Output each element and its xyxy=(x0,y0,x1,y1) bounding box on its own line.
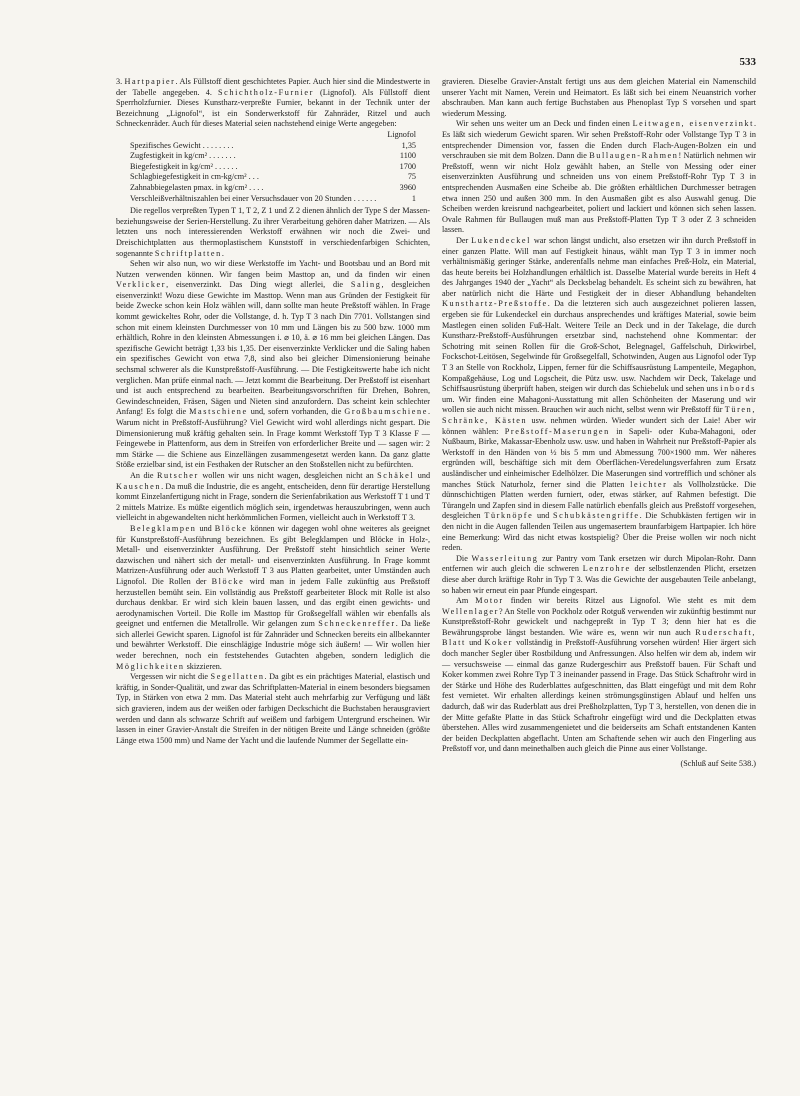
table-row: Biegefestigkeit in kg/cm² . . . . . . 1700 xyxy=(130,161,416,171)
properties-table xyxy=(116,130,430,204)
page-number: 533 xyxy=(739,56,756,68)
right-column xyxy=(442,77,756,770)
article-columns xyxy=(116,77,756,770)
table-row: Verschleißverhältniszahlen bei einer Versuchsdauer von 20 Stunden . . . . . . 1 xyxy=(130,193,416,203)
table-header: Lignofol xyxy=(387,129,416,139)
paragraph: Am Motor finden wir bereits Ritzel aus Lignofol. Wie steht es mit dem Wellenlager? An Stelle von Pockholz oder Rotguß verwenden wir zukünftig bestimmt nur Kunstpreßstoff-Rohr gewickelt und nachgepreßt in Typ T 3; denn hier hat es die Bewährungsprobe längst bestanden. Wie wäre es, wenn wir nun auch Ruderschaft, Blatt und Koker vollständig in Preßstoff-Ausführung vorsehen würden! Hier ärgert sich doch mancher Segler über Rostbildung und Anfressungen. Also helfen wir dem ab, indem wir — versuchsweise — einmal das ganze Rudergeschirr aus Preßstoff bauen. Für Schaft und Koker kommen zwei Rohre Typ T 3 ineinander passend in Frage. Das Stück Schaftrohr wird in der Stärke und Höhe des Ruderblattes aufgeschnitten, das Blatt eingefügt und mit dem Rohr fest vernietet. Wir erhalten allerdings keinen strömungsgünstigen Ablauf und helfen uns dadurch, daß wir das Ruderblatt aus drei Preßholzplatten, Typ T 3, herstellen, von denen die in der Mitte gefaßte Platte in das Stück Schaftrohr eingefügt wird und die Deckplatten etwas überstehen. Alles wird zusammengenietet und die beiderseits am Schaft entstandenen Kanten der beiden Deckplatten abgeflacht. Unten am Schaftende sehen wir auch den Fingerling aus Preßstoff vor, und dann meinethalben auch gleich die Pinne aus einer Vollstange. xyxy=(442,596,757,754)
left-column xyxy=(116,77,430,770)
paragraph: Sehen wir also nun, wo wir diese Werkstoffe im Yacht- und Bootsbau und an Bord mit Nutzen verwenden können. Wir fangen beim Masttop an, und da finden wir einen Verklicker, eisenverzinkt. Das Ding wiegt allerlei, die Saling, desgleichen eisenverzinkt! Wozu diese Gewichte im Masttop. Wenn man aus Gründen der Festigkeit für beide Zwecke schon kein Holz wählen will, dann sollte man heute Preßstoff wählen. In Frage kommt gewickeltes Rohr, oder die Vollstange, d. h. Typ T 3 nach Din 7701. Vollstangen sind schon mit einem kleinsten Durchmesser von 10 mm und Längen bis zu 500 bzw. 1000 mm erhältlich, Rohre in den kleinsten Abmessungen i. ⌀ 10, ä. ⌀ 16 mm bei gleichen Längen. Das spezifische Gewicht beträgt 1,33 bis 1,35. Der eisenverzinkte Verklicker und die Saling haben ein spezifisches Gewicht von etwa 7,8, sind also bei gleicher Dimensionierung beinahe sechsmal schwerer als die Kunstpreßstoff-Ausführung. — Die Festigkeitswerte habe ich nicht verglichen. Man prüfe einmal nach. — Jetzt kommt die Bearbeitung. Der Preßstoff ist eisenhart und ist auch entsprechend zu bearbeiten. Bearbeitungsvorschriften für Drehen, Bohren, Gewindeschneiden, Fräsen, Sägen und Nieten sind anzufordern. Das scheint kein schlechter Anfang! Es folgt die Mastschiene und, sofern vorhanden, die Großbaumschiene. Warum nicht in Preßstoff-Ausführung? Viel Gewicht wird wohl allerdings nicht gespart. Die Dimensionierung muß kräftig gehalten sein. In Frage kommt Werkstoff Typ T 3 Klasse F — Feingewebe in Plattenform, aus dem in Streifen von erforderlicher Breite und — sagen wir: 2 mm Stärke — die Schiene aus Einzellängen zusammengesetzt werden kann. Da ganz glatte Stöße erzielbar sind, ist ein Festhaken der Rutscher an den Stoßstellen nicht zu befürchten. xyxy=(116,259,431,470)
table-row: Spezifisches Gewicht . . . . . . . . 1,35 xyxy=(130,140,416,150)
paragraph: Die regellos verpreßten Typen T 1, T 2, Z 1 und Z 2 dienen ähnlich der Type S der Massen- beziehungsweise der Serien-Herstellung. Zu ihrer Verarbeitung gehören daher Matrizen. — Als letzten uns noch interessierenden Werkstoff erwähnen wir noch die Zwei- und Dreischichtplatten aus thermoplastischem Kunststoff in verschiedenfarbigen Schichten, sogenannte Schriftplatten. xyxy=(116,206,430,258)
paragraph: Wir sehen uns weiter um an Deck und finden einen Leitwagen, eisenverzinkt. Es läßt sich wiederum Gewicht sparen. Wir sehen Preßstoff-Rohr oder Vollstange Typ T 3 in entsprechender Dimension vor, fassen die Enden durch Flach-Augen-Bolzen ein und verschrauben sie mit dem Bolzen. Dann die Bullaugen-Rahmen! Natürlich nehmen wir Preßstoff, wenn wir nicht Holz gewählt haben, an Stelle von Messing oder einer eisenverzinkten Ausführung und schneiden uns von einem Preßstoff-Rohr Typ T 3 in entsprechenden Ausmaßen eine Scheibe ab. Die größten erhältlichen Durchmesser betragen etwa innen 250 und außen 300 mm. In den Ausmaßen gibt es also Auswahl genug. Die Scheiben werden kreisrund nachgearbeitet, poliert und lackiert und können sich sehen lassen. Ovale Rahmen für Bullaugen muß man aus Preßstoff-Platten Typ T 3 oder Z 3 schneiden lassen. xyxy=(442,119,757,235)
paragraph: Die Wasserleitung zur Pantry vom Tank ersetzen wir durch Mipolan-Rohr. Dann entfernen wir auch gleich die schweren Lenzrohre der selbstlenzenden Plicht, ersetzen diese aber durch kräftige Rohr in Typ T 3. Was die Gewichte der ausgebauten Teile anbelangt, so haben wir erneut ein paar Pfunde eingespart. xyxy=(442,553,757,595)
paragraph: 3. Hartpapier. Als Füllstoff dient geschichtetes Papier. Auch hier sind die Mindestwerte in der Tabelle angegeben. 4. Schichtholz-Furnier (Lignofol). Als Füllstoff dient Sperrholzfurnier. Dieses Kunstharz-verpreßte Furnier, bekannt in der Technik unter der Bezeichnung „Lignofol“, ist ein Sonderwerkstoff für Zahnräder, Ritzel und auch Schneckenräder. Auch für dieses Material seien nachstehend einige Werte angegeben: xyxy=(116,77,431,129)
paragraph: An die Rutscher wollen wir uns nicht wagen, desgleichen nicht an Schäkel und Kauschen. Da muß die Industrie, die es angeht, entscheiden, denn für derartige Herstellung kommt Einzelanfertigung nicht in Frage, sondern die Serienfabrikation aus Werkstoff T 1 und T 2 mittels Matrize. Es müßte eigentlich möglich sein, irgendetwas herauszubringen, wenn auch vielleicht in abgewandelten nicht herkömmlichen Formen, vielleicht auch in Werkstoff T 3. xyxy=(116,470,431,523)
paragraph: gravieren. Dieselbe Gravier-Anstalt fertigt uns aus dem gleichen Material ein Namenschild unserer Yacht mit Namen, Verein und Heimatort. Es läßt sich bei einem Neuanstrich vorher abschrauben. Man kann auch fertige Buchstaben aus Phenoplast Typ S vorsehen und spart wiederum Messing. xyxy=(442,77,756,118)
table-row: Zugfestigkeit in kg/cm² . . . . . . . 1100 xyxy=(130,151,416,161)
table-row: Schlagbiegefestigkeit in cm-kg/cm² . . . 75 xyxy=(130,172,416,182)
paragraph: Der Lukendeckel war schon längst undicht, also ersetzen wir ihn durch Preßstoff in einer ganzen Platte. Will man auf Festigkeit hinaus, wählt man Typ T 3 in immer noch verhältnismäßig geringer Stärke, anderenfalls nehme man einfaches Preß-Holz, ein Material, das heute bereits bei Holzhandlungen erhältlich ist. Dasselbe Material wurde bereits in Heft 4 des Jahrganges 1940 der „Yacht“ als Decksbelag behandelt. Es scheint sich zu bewähren, hat aber natürlich nicht die Härte und Festigkeit der in dieser Abhandlung behandelten Kunsthartz-Preßstoffe. Da die letzteren sich auch ausgezeichnet polieren lassen, ergeben sie für Lukendeckel ein durchaus ansprechendes und kräftiges Material, sowie beim Mastlegen einen soliden Fuß-Halt. Weitere Teile an Deck und in der Takelage, die durch Kunstharz-Preßstoff-Ausführungen ersetzbar sind, nachstehend ohne Kommentar: der Schotring mit seinen Rollen für die Groß-Schot, Belegnagel, Gaffelschuh, Dirkwirbel, Fockschot-Leitösen, Segelwinde für Großsegelfall, Schotwinden, Augen aus Lignofol oder Typ T 3 an Stelle von Rockholz, Lippen, ferner für die Schiffsausrüstung Lampenteile, Megaphon, Kompaßgehäuse, Log und Logscheit, die Pütz usw. usw. Nachdem wir Deck, Takelage und Schiffsausrüstung überprüft haben, steigen wir durch das Schiebeluk und sehen uns inbords um. Wir finden eine Mahagoni-Ausstattung mit allen Schönheiten der Maserung und wir wollen sie auch nicht missen. Brauchen wir auch nicht, selbst wenn wir Preßstoff für Türen, Schränke, Kästen usw. nehmen würden. Wieder wundert sich der Laie! Aber wir können wählen: Preßstoff-Maserungen in Sapeli- oder Kuba-Mahagoni, oder Nußbaum, Birke, Makassar-Ebenholz usw. usw. und haben in Wahrheit nur Preßstoff-Papier als Werkstoff in den Händen von ½ bis 5 mm und Abmessung 700×1900 mm. Wer näheres ergründen will, beschäftige sich mit dem Oberflächen-Veredelungsverfahren zum Ersatz ausländischer und einheimischer Edelhölzer. Die Maserungen sind vortrefflich und schöner als manches Stück Naturholz, ferner sind die Platten leichter als Vollholzstücke. Die dünnschichtigen Platten werden furniert, oder, etwas stärker, auf Rahmen befestigt. Die Türangeln und Zapfen sind in diesem Falle natürlich ebenfalls gleich aus Preßstoff vorgesehen, desgleichen Türknöpfe und Schubkästengriffe. Die Schubkästen fertigen wir in den nicht in die Augen fallenden Teilen aus ungemasertem braunfarbigem Hartpapier. Ich höre eine Bemerkung: Wird das nicht etwas kostspielig? Über die Preise wollen wir noch nicht reden. xyxy=(442,235,757,553)
table-row: Zahnabbiegelasten pmax. in kg/cm² . . . . 3960 xyxy=(130,182,416,192)
paragraph: Belegklampen und Blöcke können wir dagegen wohl ohne weiteres als geeignet für Kunstpreßstoff-Ausführung bezeichnen. Es gibt Belegklampen und Blöcke in Holz-, Metall- und eisenverzinkter Ausführung. Der Preßstoff steht hinsichtlich seiner Werte dazwischen und nähert sich der metall- und eisenverzinkten Ausführung. In Frage kommt Matrizen-Ausführung oder auch Werkstoff T 3 aus Platten gearbeitet, unter Umständen auch Lignofol. Die Rollen der Blöcke wird man in jedem Falle zukünftig aus Preßstoff herzustellen bemüht sein. Ein vollständig aus Preßstoff gearbeiteter Block mit Rolle ist also durchaus denkbar. Er wird sich klein bauen lassen, und das ergibt einen gewichts- und aerodynamischen Vorteil. Die Rolle im Masttop für Großsegelfall wählen wir ebenfalls als geeignet und entfernen die Metallrolle. Wir gelangen zum Schneckenreffer. Da ließe sich allerlei Gewicht sparen. Lignofol ist für Zahnräder und Schnecken bereits ein allbekannter und bewährter Werkstoff. Die einschlägige Industrie möge sich äußern! — Wir wollen hier weder berechnen, noch ein feststehendes Gutachten abgeben, sondern lediglich die Möglichkeiten skizzieren. xyxy=(116,523,431,671)
continuation-note: (Schluß auf Seite 538.) xyxy=(680,759,756,768)
paragraph: Vergessen wir nicht die Segellatten. Da gibt es ein prächtiges Material, elastisch und kräftig, in Sonder-Qualität, und zwar das Schriftplatten-Material in einem besonders biegsamen Typ, in Stärken von etwa 2 mm. Das Material steht auch mehrfarbig zur Verfügung und läßt sich gravieren, indem aus der weißen oder farbigen Deckschicht die Buchstaben herausgraviert werden und dann als schwarze Schrift auf weißem und farbigem Untergrund erscheinen. Wir lassen in einer Gravier-Anstalt die Streifen in der nötigen Breite und Länge schneiden (größte Länge etwa 1500 mm) und Name der Yacht und die laufende Nummer der Segellatte ein- xyxy=(116,672,430,745)
